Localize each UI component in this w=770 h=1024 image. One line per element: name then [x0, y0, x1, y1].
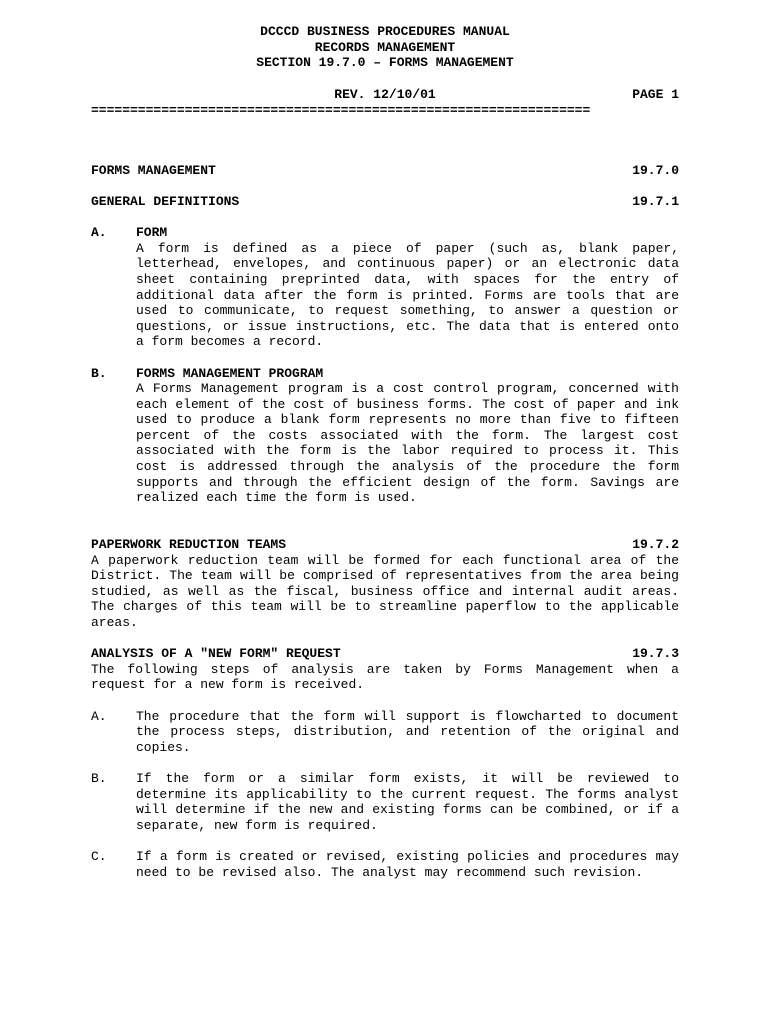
section-heading-title: FORMS MANAGEMENT	[91, 162, 216, 178]
section-heading-title: PAPERWORK REDUCTION TEAMS	[91, 537, 287, 553]
item-label: B.	[91, 365, 107, 381]
section-heading-new-form-analysis	[91, 646, 679, 662]
definition-form	[91, 225, 679, 350]
analysis-intro-text: The following steps of analysis are taken by Forms Management when a request for a new form is received.	[91, 661, 679, 693]
section-title: SECTION 19.7.0 – FORMS MANAGEMENT	[256, 55, 514, 71]
revision-date: REV. 12/10/01	[334, 86, 436, 102]
item-label: C.	[91, 848, 107, 864]
header-rule: ================================================================	[91, 102, 591, 118]
section-heading-number: 19.7.1	[632, 193, 679, 209]
analysis-step-a	[91, 709, 679, 756]
revision-row	[91, 87, 679, 103]
page-number: PAGE 1	[632, 86, 679, 102]
section-heading-title: ANALYSIS OF A "NEW FORM" REQUEST	[91, 646, 341, 662]
manual-title: DCCCD BUSINESS PROCEDURES MANUAL	[260, 24, 510, 39]
document-page	[91, 24, 679, 880]
definition-text: A Forms Management program is a cost control program, concerned with each element of the cost of business forms. The cost of paper and ink used to produce a blank form represents no more than five to fifteen percent of the costs associated with the form. The largest cost associated with the form is the labor required to process it. This cost is addressed through the analysis of the procedure the form supports and through the efficient design of the form. Savings are realized each time the form is used.	[136, 381, 679, 506]
section-heading-general-definitions	[91, 194, 679, 210]
item-label: B.	[91, 770, 107, 786]
section-heading-title: GENERAL DEFINITIONS	[91, 193, 240, 209]
item-label: A.	[91, 225, 107, 241]
analysis-step-c	[91, 849, 679, 880]
section-heading-number: 19.7.3	[632, 646, 679, 662]
step-text: The procedure that the form will support is flowcharted to document the process steps, distribution, and retention of the original and copies.	[136, 708, 679, 755]
document-header	[91, 24, 679, 71]
section-heading-number: 19.7.0	[632, 162, 679, 178]
definition-forms-management-program	[91, 366, 679, 506]
step-text: If the form or a similar form exists, it will be reviewed to determine its applicability to the current request. The forms analyst will determine if the new and existing forms can be combined, or if a separate, new form is required.	[136, 770, 679, 833]
manual-subtitle: RECORDS MANAGEMENT	[314, 39, 456, 55]
paperwork-text: A paperwork reduction team will be formed for each functional area of the District. The team will be comprised of representatives from the area being studied, as well as the fiscal, business office and internal audit areas. The charges of this team will be to streamline paperflow to the applicable areas.	[91, 552, 679, 630]
definition-text: A form is defined as a piece of paper (such as, blank paper, letterhead, envelopes, and continuous paper) or an electronic data sheet containing preprinted data, with spaces for the entry of additional data after the form is printed. Forms are tools that are used to communicate, to request something, to answer a question or questions, or issue instructions, etc. The data that is entered onto a form becomes a record.	[136, 240, 679, 350]
item-label: A.	[91, 708, 107, 724]
definition-title: FORMS MANAGEMENT PROGRAM	[136, 365, 324, 381]
step-text: If a form is created or revised, existing policies and procedures may need to be revised also. The analyst may recommend such revision.	[136, 848, 679, 880]
section-heading-forms-management	[91, 163, 679, 179]
definition-title: FORM	[136, 225, 168, 241]
section-heading-paperwork-reduction	[91, 537, 679, 553]
section-heading-number: 19.7.2	[632, 537, 679, 553]
analysis-step-b	[91, 771, 679, 833]
